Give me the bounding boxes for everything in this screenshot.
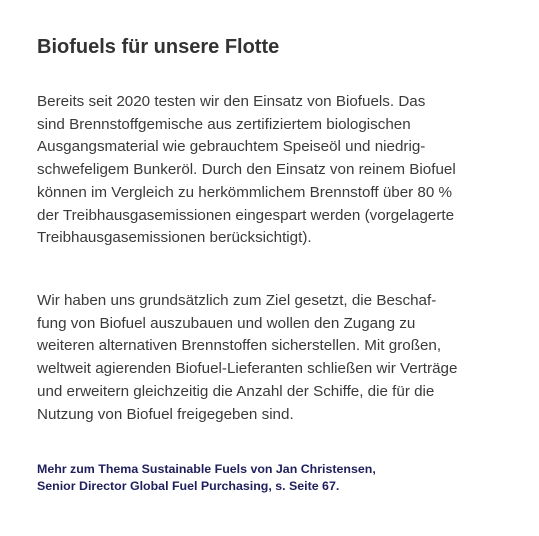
article-title: Biofuels für unsere Flotte [37, 36, 280, 58]
paragraph-line: Wir haben uns grundsätzlich zum Ziel gesetzt, die Beschaf- [37, 292, 437, 309]
paragraph-line: und erweitern gleichzeitig die Anzahl der Schiffe, die für die [37, 382, 435, 400]
paragraph-line: Treibhausgasemissionen berücksichtigt). [37, 229, 312, 247]
paragraph-line: fung von Biofuel auszubauen und wollen den Zugang zu [37, 314, 416, 332]
paragraph-line: Bereits seit 2020 testen wir den Einsatz von Biofuels. Das [37, 93, 426, 110]
paragraph-line: können im Vergleich zu herkömmlichem Brennstoff über 80 % [37, 183, 453, 201]
reference-note-line: Senior Director Global Fuel Purchasing, s. Seite 67. [37, 479, 340, 493]
reference-note [37, 461, 376, 495]
reference-note-line: Mehr zum Thema Sustainable Fuels von Jan Christensen, [37, 462, 376, 476]
paragraph-line: sind Brennstoffgemische aus zertifiziertem biologischen [37, 115, 411, 133]
paragraph-line: Nutzung von Biofuel freigegeben sind. [37, 405, 294, 423]
paragraph-line: weiteren alternativen Brennstoffen sicherstellen. Mit großen, [37, 337, 442, 355]
paragraph-line: schwefeligem Bunkeröl. Durch den Einsatz von reinem Biofuel [37, 161, 456, 179]
paragraph-biofuel-testing [37, 91, 456, 250]
paragraph-line: weltweit agierenden Biofuel-Lieferanten schließen wir Verträge [37, 360, 458, 378]
paragraph-line: Ausgangsmaterial wie gebrauchtem Speiseöl und niedrig- [37, 138, 426, 156]
paragraph-line: der Treibhausgasemissionen eingespart werden (vorgelagerte [37, 206, 455, 224]
paragraph-biofuel-procurement [37, 290, 457, 426]
